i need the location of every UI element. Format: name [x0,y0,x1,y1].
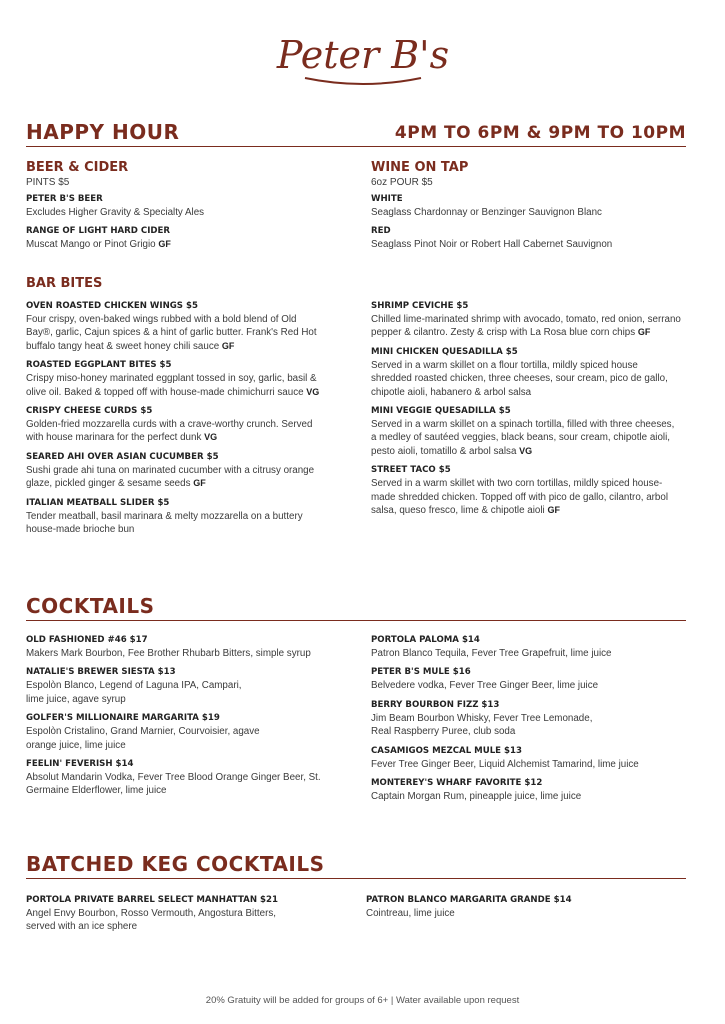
menu-item [371,634,676,660]
happy-hour-header [26,120,686,147]
menu-item [371,346,681,399]
menu-item [371,745,676,771]
item-name: PORTOLA PALOMA $14 [371,635,480,645]
wine-on-tap-section [371,160,676,258]
item-desc: Served in a warm skillet with two corn tortillas, mildly spiced house-made shredded chicken. Topped off with pico de gallo, cilantro, arbol salsa, queso fresco, lime & chipotle aioli GF [371,478,668,517]
item-desc: Espolòn Blanco, Legend of Laguna IPA, Campari, lime juice, agave syrup [26,680,242,705]
menu-item [26,758,331,798]
batched-left [26,894,331,940]
menu-item [26,894,331,934]
menu-item [371,193,676,219]
bar-bites-left [26,300,321,542]
footer-note: 20% Gratuity will be added for groups of 6+ | Water available upon request [205,995,520,1006]
item-name: NATALIE'S BREWER SIESTA $13 [26,667,176,678]
item-name: ROASTED EGGPLANT BITES $5 [26,360,172,371]
menu-item [371,666,676,692]
wine-title: WINE ON TAP [371,160,469,175]
item-desc: Four crispy, oven-baked wings rubbed with a bold blend of Old Bay®, garlic, Cajun spices & a hint of garlic butter. Frank's Red Hot buffalo tangy heat & sweet honey chili sauce GF [26,314,317,352]
logo [0,18,725,98]
item-name: CASAMIGOS MEZCAL MULE $13 [371,745,522,756]
diet-tag: VG [306,386,320,397]
item-desc: Served in a warm skillet on a spinach tortilla, filled with three cheeses, a medley of sautéed veggies, black beans, sour cream, chipotle aioli, pesto aioli, tomatillo & arbol salsa VG [371,419,675,457]
item-desc: Muscat Mango or Pinot Grigio GF [26,239,171,251]
item-desc: Angel Envy Bourbon, Rosso Vermouth, Angostura Bitters, served with an ice sphere [26,908,276,933]
beer-cider-title: BEER & CIDER [26,160,129,175]
batched-title: BATCHED KEG COCKTAILS [26,852,325,876]
item-desc: Makers Mark Bourbon, Fee Brother Rhubarb Bitters, simple syrup [26,648,311,659]
menu-item [371,300,681,340]
item-name: GOLFER'S MILLIONAIRE MARGARITA $19 [26,713,220,724]
item-desc: Belvedere vodka, Fever Tree Ginger Beer, lime juice [371,680,599,692]
item-name: FEELIN' FEVERISH $14 [26,759,134,770]
item-name: MINI VEGGIE QUESADILLA $5 [371,406,511,417]
menu-item [26,225,331,251]
menu-item [26,300,321,353]
item-desc: Golden-fried mozzarella curds with a crave-worthy crunch. Served with house marinara for the perfect dunk VG [26,419,313,444]
batched-header [26,852,686,879]
item-desc: Espolòn Cristalino, Grand Marnier, Courvoisier, agave orange juice, lime juice [26,726,260,751]
item-desc: Patron Blanco Tequila, Fever Tree Grapefruit, lime juice [371,648,612,659]
item-desc: Chilled lime-marinated shrimp with avocado, tomato, red onion, serrano pepper & cilantro. Zesty & crisp with La Rosa blue corn chips GF [371,314,681,339]
item-name: RED [371,226,391,237]
item-desc: Excludes Higher Gravity & Specialty Ales [26,207,205,218]
menu-item [26,451,321,491]
menu-item [26,634,331,660]
item-name: MONTEREY'S WHARF FAVORITE $12 [371,778,543,789]
item-name: RANGE OF LIGHT HARD CIDER [26,226,171,237]
item-name: MINI CHICKEN QUESADILLA $5 [371,346,518,357]
menu-item [371,699,676,739]
item-name: BERRY BOURBON FIZZ $13 [371,699,500,710]
menu-item [26,712,331,752]
diet-tag: GF [637,327,651,338]
item-desc: Tender meatball, basil marinara & melty mozzarella on a buttery house-made brioche bun [26,510,303,536]
item-name: PATRON BLANCO MARGARITA GRANDE $14 [366,895,572,905]
beer-cider-section [26,160,331,258]
bar-bites-title: BAR BITES [26,276,103,291]
bar-bites-heading [26,276,331,292]
diet-tag: VG [519,445,533,456]
cocktails-header [26,594,686,621]
item-name: WHITE [371,194,403,204]
item-name: PETER B'S MULE $16 [371,667,471,678]
item-desc: Absolut Mandarin Vodka, Fever Tree Blood Orange Ginger Beer, St. Germaine Elderflower, lime juice [26,772,321,797]
item-desc: Served in a warm skillet on a flour tortilla, mildly spiced house shredded roasted chicken, three cheeses, sour cream, pico de gallo, chipotle aioli, habanero & arbol salsa [371,359,668,398]
wine-note: 6oz POUR $5 [371,177,433,188]
item-name: SHRIMP CEVICHE $5 [371,301,469,311]
cocktails-left [26,634,331,804]
menu-item [366,894,671,920]
menu-item [26,193,331,219]
item-name: CRISPY CHEESE CURDS $5 [26,406,153,417]
item-name: ITALIAN MEATBALL SLIDER $5 [26,497,170,508]
item-desc: Fever Tree Ginger Beer, Liquid Alchemist Tamarind, lime juice [371,758,639,770]
diet-tag: GF [158,239,171,250]
happy-hour-hours: 4PM TO 6PM & 9PM TO 10PM [394,123,686,143]
menu-item [371,777,676,803]
batched-right [366,894,671,926]
menu-item [26,497,321,537]
item-name: OVEN ROASTED CHICKEN WINGS $5 [26,301,198,311]
menu-item [26,359,321,399]
diet-tag: GF [221,340,235,351]
menu-item [26,405,321,445]
diet-tag: VG [204,432,218,443]
item-desc: Captain Morgan Rum, pineapple juice, lime juice [371,791,582,803]
bar-bites-right [371,300,681,523]
menu-item [26,666,331,706]
diet-tag: GF [193,478,206,489]
beer-cider-note: PINTS $5 [26,177,70,188]
item-name: PETER B'S BEER [26,194,103,204]
item-desc: Cointreau, lime juice [366,908,455,919]
svg-text:Peter B's: Peter B's [276,33,449,77]
item-name: PORTOLA PRIVATE BARREL SELECT MANHATTAN $21 [26,895,278,905]
cocktails-right [371,634,676,809]
logo-wordmark [263,18,463,98]
item-desc: Seaglass Pinot Noir or Robert Hall Cabernet Sauvignon [371,239,613,251]
item-desc: Sushi grade ahi tuna on marinated cucumber with a citrusy orange glaze, pickled ginger & sesame seeds GF [26,464,315,490]
happy-hour-title: HAPPY HOUR [26,120,180,144]
item-desc: Crispy miso-honey marinated eggplant tossed in soy, garlic, basil & olive oil. Baked & topped off with house-made chimichurri sauce VG [26,373,320,398]
menu-item [371,464,681,517]
menu-item [371,405,681,458]
item-name: SEARED AHI OVER ASIAN CUCUMBER $5 [26,451,219,462]
item-desc: Seaglass Chardonnay or Benzinger Sauvignon Blanc [371,207,602,218]
item-name: OLD FASHIONED #46 $17 [26,635,148,645]
item-desc: Jim Beam Bourbon Whisky, Fever Tree Lemonade, Real Raspberry Puree, club soda [371,712,593,738]
cocktails-title: COCKTAILS [26,594,155,618]
menu-item [371,225,676,251]
item-name: STREET TACO $5 [371,465,451,476]
diet-tag: GF [547,505,560,516]
